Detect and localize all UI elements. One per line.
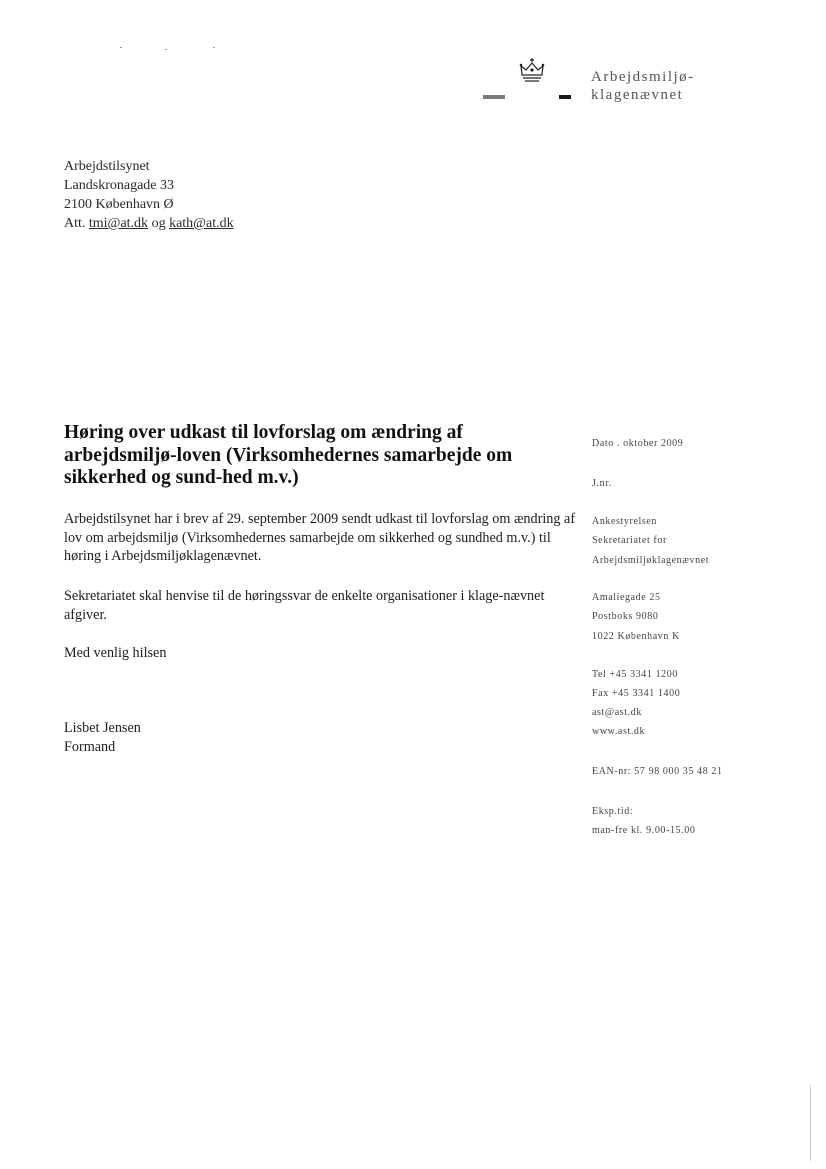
email-link-1[interactable]: tmi@at.dk	[88, 216, 149, 231]
body-paragraph-2: Sekretariatet skal henvise til de høringssvar de enkelte organisationer i klage-nævnet afgiver.	[64, 588, 545, 623]
recipient-city: 2100 København Ø	[64, 197, 174, 212]
letterhead-rule-left	[483, 95, 505, 99]
recipient-street: Landskronagade 33	[64, 178, 175, 193]
recipient-org: Arbejdstilsynet	[64, 159, 150, 174]
recipient-att	[64, 214, 234, 233]
letter-subject: Høring over udkast til lovforslag om ændring af arbejdsmiljø-loven (Virksomhedernes samarbejde om sikkerhed og sund-hed m.v.)	[64, 422, 513, 488]
sidebar-jnr: J.nr.	[592, 478, 612, 489]
sidebar-hours: man-fre kl. 9.00-15.00	[592, 825, 696, 836]
email-link-2[interactable]: kath@at.dk	[169, 216, 234, 231]
scan-speck	[213, 47, 215, 48]
signer-name: Lisbet Jensen	[64, 720, 141, 736]
att-joiner: og	[151, 216, 166, 231]
body-paragraph-1: Arbejdstilsynet har i brev af 29. september 2009 sendt udkast til lovforslag om ændring af lov om arbejdsmiljø (Virksomhedernes samarbejde om sikkerhed og sundhed m.v.) til høring i Arbejdsmiljøklagenævnet.	[64, 511, 576, 564]
org-name-line-1: Arbejdsmiljø-	[591, 69, 695, 85]
sidebar-hours-label: Eksp.tid:	[592, 806, 634, 817]
sidebar-email[interactable]: ast@ast.dk	[592, 707, 642, 718]
sidebar-org-2: Sekretariatet for	[592, 535, 667, 546]
sidebar-ean: EAN-nr: 57 98 000 35 48 21	[592, 766, 723, 777]
royal-crown-icon	[517, 56, 547, 84]
sidebar-address-2: Postboks 9080	[592, 611, 659, 622]
sidebar-tel: Tel +45 3341 1200	[592, 669, 678, 680]
sidebar-website[interactable]: www.ast.dk	[592, 726, 646, 737]
sidebar-fax: Fax +45 3341 1400	[592, 688, 681, 699]
sidebar-date: Dato . oktober 2009	[592, 438, 684, 449]
scan-edge-mark	[810, 1085, 811, 1161]
org-name-line-2: klagenævnet	[591, 87, 684, 103]
recipient-address	[64, 157, 234, 233]
att-prefix: Att.	[64, 216, 86, 231]
sidebar-address-1: Amaliegade 25	[592, 592, 661, 603]
sidebar-org-3: Arbejdsmiljøklagenævnet	[592, 555, 710, 566]
sidebar-org-1: Ankestyrelsen	[592, 516, 658, 527]
signer-title: Formand	[64, 739, 116, 755]
scan-speck	[120, 47, 122, 48]
letterhead-rule-right	[559, 95, 571, 99]
sidebar-address-3: 1022 København K	[592, 631, 680, 642]
scan-speck	[165, 49, 167, 50]
closing-greeting: Med venlig hilsen	[64, 645, 167, 661]
letterhead-org-name	[591, 68, 695, 104]
